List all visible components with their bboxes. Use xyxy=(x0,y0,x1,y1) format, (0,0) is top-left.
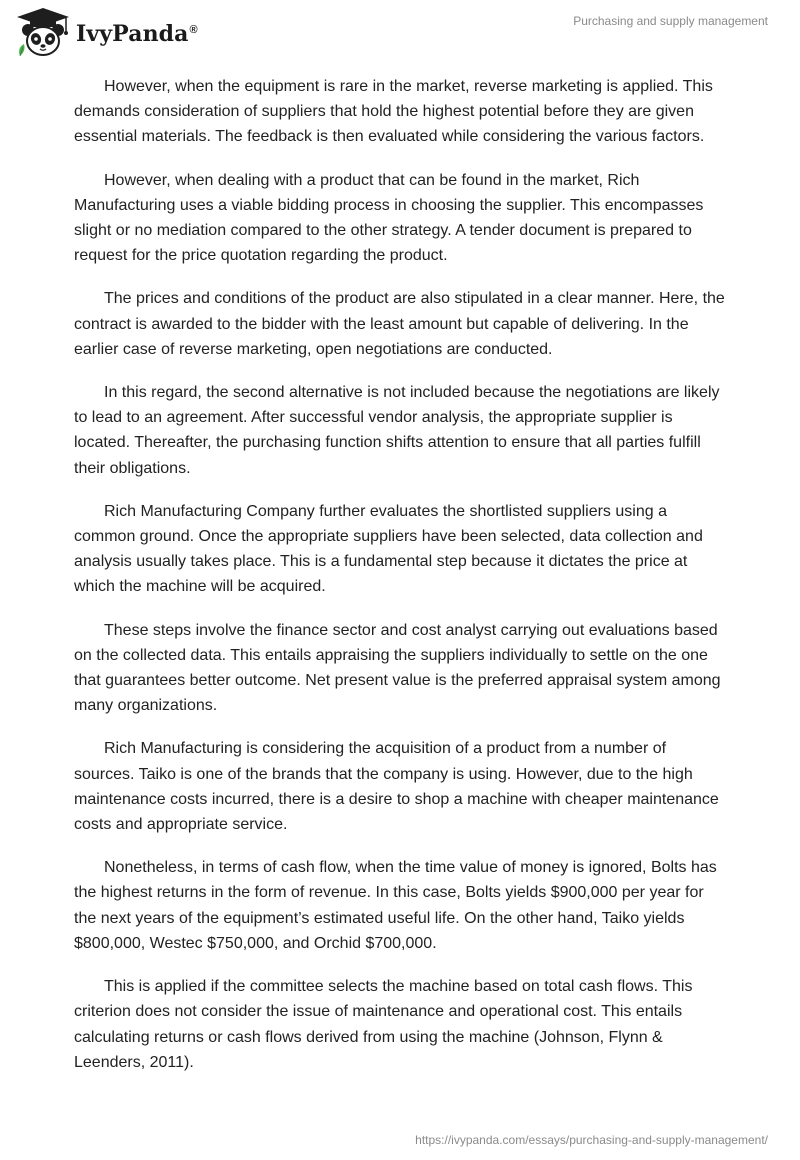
page-header xyxy=(0,0,800,68)
document-title: Purchasing and supply management xyxy=(573,14,768,28)
paragraph: Nonetheless, in terms of cash flow, when the time value of money is ignored, Bolts has the highest returns in the form of revenue. In this case, Bolts yields $900,000 per year for the next years of the equipment’s estimated useful life. On the other hand, Taiko yields $800,000, Westec $750,000, and Orchid $700,000. xyxy=(74,859,717,952)
brand-logo[interactable] xyxy=(14,6,198,60)
registered-mark: ® xyxy=(189,23,198,36)
paragraph: These steps involve the finance sector and cost analyst carrying out evaluations based on the collected data. This entails appraising the suppliers individually to settle on the one that guarantees better outcome. Net present value is the preferred appraisal system among many organizations. xyxy=(74,621,721,715)
paragraph: In this regard, the second alternative is not included because the negotiations are likely to lead to an agreement. After successful vendor analysis, the appropriate supplier is located. Thereafter, the purchasing function shifts attention to ensure that all parties fulfill their obligations. xyxy=(74,384,720,477)
paragraph: However, when dealing with a product that can be found in the market, Rich Manufacturing uses a viable bidding process in choosing the supplier. This encompasses slight or no mediation compared to the other strategy. A tender document is prepared to request for the price quotation regarding the product. xyxy=(74,171,704,265)
paragraph: Rich Manufacturing is considering the acquisition of a product from a number of sources. Taiko is one of the brands that the company is using. However, due to the high maintenance costs incurred, there is a desire to shop a machine with cheaper maintenance costs and appropriate service. xyxy=(74,740,719,834)
paragraph: This is applied if the committee selects the machine based on total cash flows. This criterion does not consider the issue of maintenance and operational cost. This entails calculating returns or cash flows derived from using the machine (Johnson, Flynn & Leenders, 2011). xyxy=(74,978,693,1071)
panda-graduate-icon xyxy=(14,6,72,60)
paragraph: Rich Manufacturing Company further evaluates the shortlisted suppliers using a common ground. Once the appropriate suppliers have been selected, data collection and analysis usually takes place. This is a fundamental step because it dictates the price at which the machine will be acquired. xyxy=(74,502,703,596)
source-url-link[interactable]: https://ivypanda.com/essays/purchasing-and-supply-management/ xyxy=(415,1133,768,1147)
brand-name: IvyPanda® xyxy=(76,21,198,47)
paragraph: However, when the equipment is rare in the market, reverse marketing is applied. This demands consideration of suppliers that hold the highest potential before they are given essential materials. The feedback is then evaluated while considering the various factors. xyxy=(74,78,713,146)
essay-body xyxy=(74,74,728,1093)
paragraph: The prices and conditions of the product are also stipulated in a clear manner. Here, the contract is awarded to the bidder with the least amount but capable of delivering. In the earlier case of reverse marketing, open negotiations are conducted. xyxy=(74,290,725,358)
